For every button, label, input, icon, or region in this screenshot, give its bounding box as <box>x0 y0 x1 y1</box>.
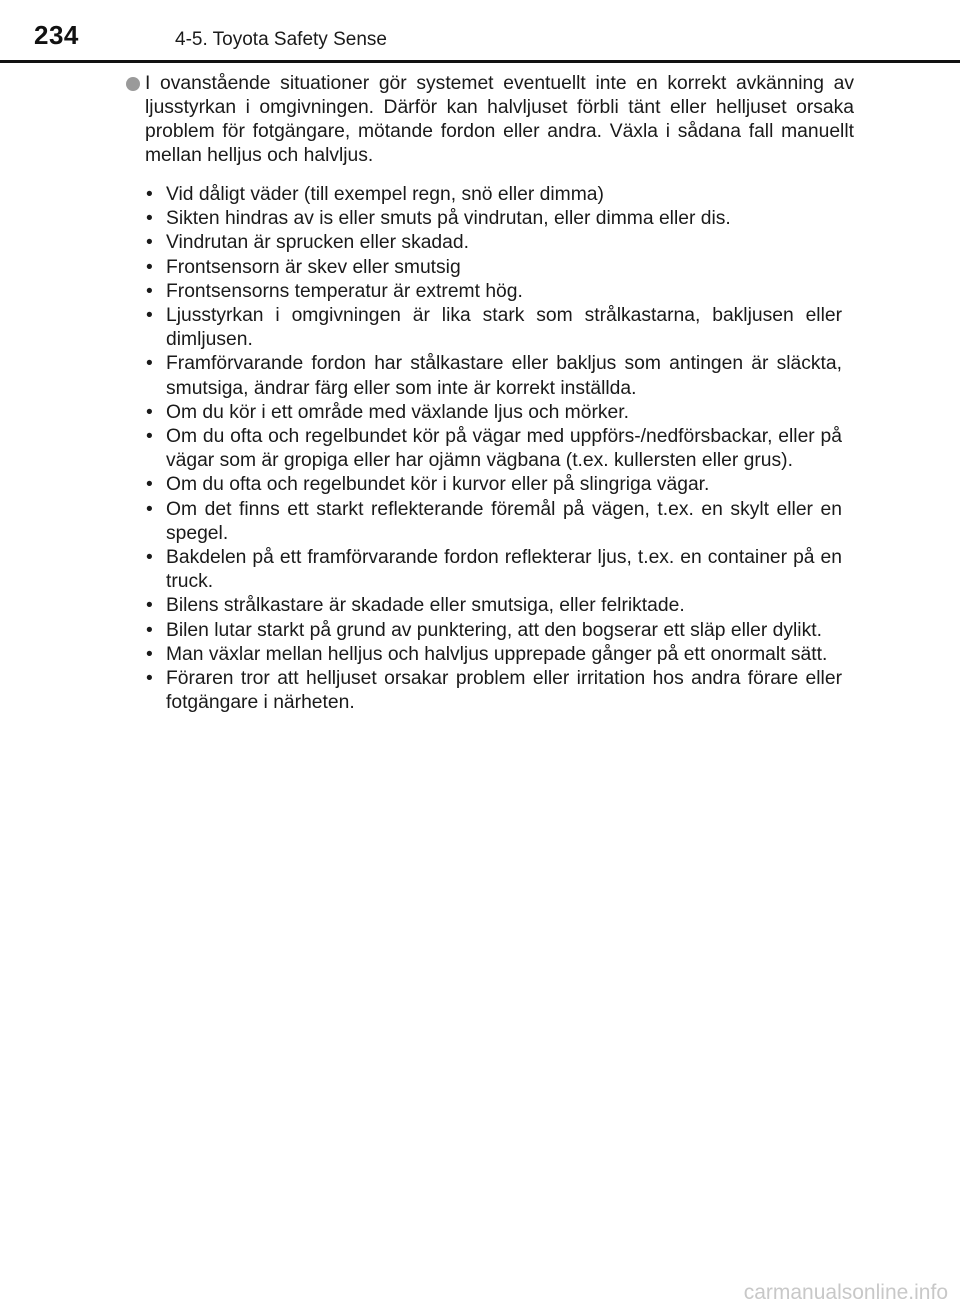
footer-watermark: carmanualsonline.info <box>743 1281 948 1304</box>
lead-paragraph-text: I ovanstående situationer gör systemet eventuellt inte en korrekt avkänning av ljusstyrkan i omgivningen. Därför kan halvljuset förbli tänt eller helljuset orsaka problem för fotgängare, mötande fordon eller andra. Växla i sådana fall manuellt mellan helljus och halvljus. <box>145 73 854 166</box>
list-item: • Ljusstyrkan i omgivningen är lika stark som strålkastarna, bakljusen eller dimljusen. <box>146 304 842 352</box>
section-title: 4-5. Toyota Safety Sense <box>175 29 387 50</box>
list-item: • Framförvarande fordon har stålkastare eller bakljus som antingen är släckta, smutsiga, ändrar färg eller som inte är korrekt inställda. <box>146 352 842 400</box>
list-item: • Bakdelen på ett framförvarande fordon reflekterar ljus, t.ex. en container på en truck. <box>146 546 842 594</box>
header-rule <box>0 60 960 63</box>
list-item: • Bilens strålkastare är skadade eller smutsiga, eller felriktade. <box>146 594 842 618</box>
list-item: • Föraren tror att helljuset orsakar problem eller irritation hos andra förare eller fotgängare i närheten. <box>146 667 842 715</box>
page-header <box>0 0 960 66</box>
list-item: • Man växlar mellan helljus och halvljus upprepade gånger på ett onormalt sätt. <box>146 643 842 667</box>
list-item: • Bilen lutar starkt på grund av punktering, att den bogserar ett släp eller dylikt. <box>146 619 842 643</box>
list-item: • Frontsensorn är skev eller smutsig <box>146 256 842 280</box>
list-item: • Frontsensorns temperatur är extremt hög. <box>146 280 842 304</box>
list-item: • Om det finns ett starkt reflekterande föremål på vägen, t.ex. en skylt eller en spegel. <box>146 498 842 546</box>
lead-paragraph <box>126 72 854 168</box>
circle-bullet-icon <box>126 77 140 91</box>
list-item: • Om du ofta och regelbundet kör på vägar med uppförs-/nedförsbackar, eller på vägar som är gropiga eller har ojämn vägbana (t.ex. kullersten eller grus). <box>146 425 842 473</box>
list-item: • Om du ofta och regelbundet kör i kurvor eller på slingriga vägar. <box>146 473 842 497</box>
page-number: 234 <box>34 20 79 50</box>
list-item: • Sikten hindras av is eller smuts på vindrutan, eller dimma eller dis. <box>146 207 842 231</box>
list-item: • Vindrutan är sprucken eller skadad. <box>146 231 842 255</box>
list-item: • Om du kör i ett område med växlande ljus och mörker. <box>146 401 842 425</box>
list-item: • Vid dåligt väder (till exempel regn, snö eller dimma) <box>146 183 842 207</box>
condition-list <box>126 183 842 715</box>
main-content <box>126 72 854 715</box>
